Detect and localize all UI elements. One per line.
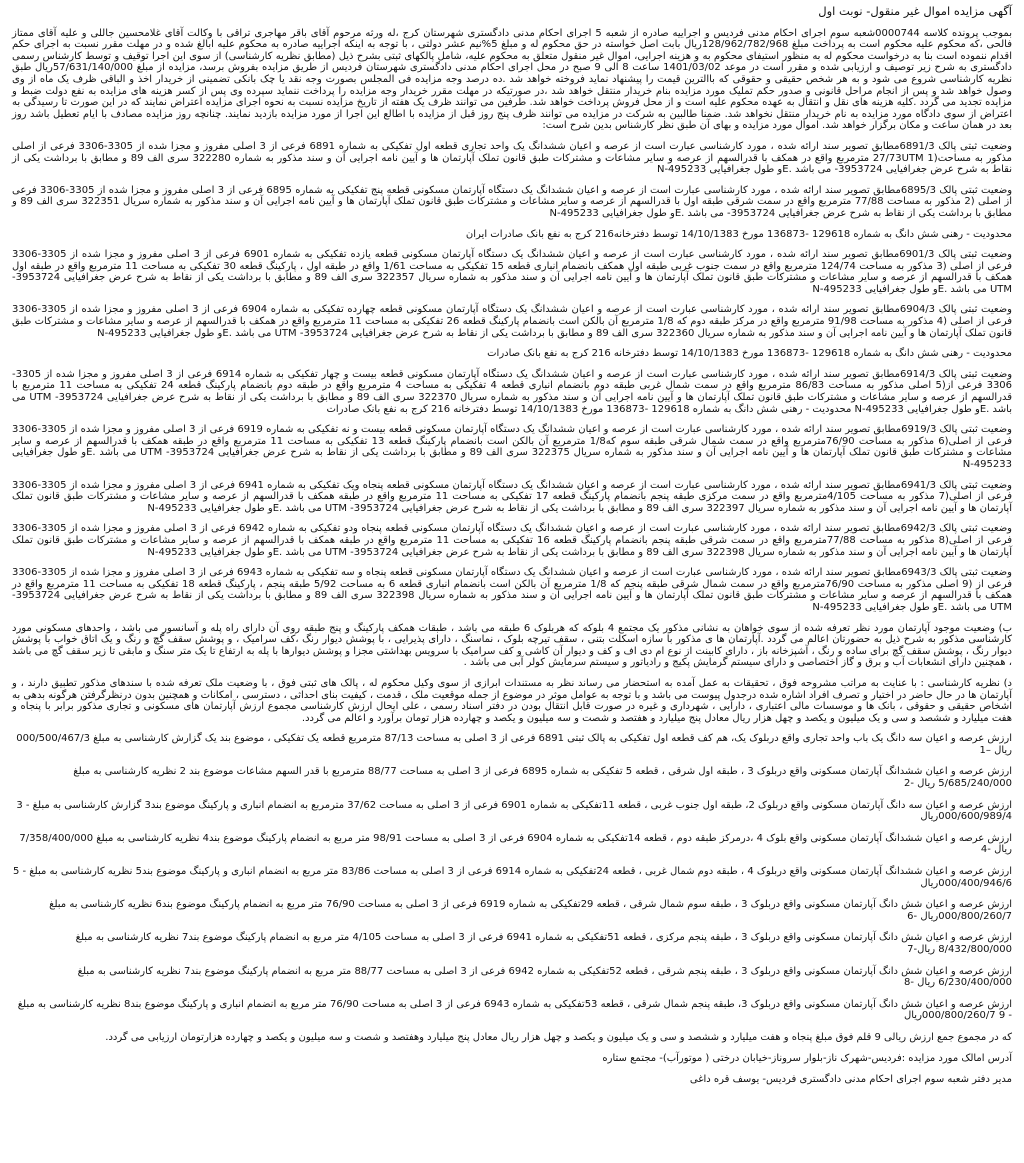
property-address: آدرس امالک مورد مزایده :فردیس-شهرک ناز-بلوار سروناز-خیابان درختی ( موتورآب)- مجتمع ستاره (602, 1052, 1012, 1064)
restriction-note: محدودیت - رهنی شش دانگ به شماره 129618 -136873 مورخ 14/10/1383 توسط دفترخانه216 کرج به نفع بانک صادرات ایران (465, 228, 1012, 240)
valuation-line: ارزش عرصه و اعیان ششدانگ آپارتمان مسکونی واقع دربلوک 3 ، طبقه اول شرقی ، قطعه 5 تفکیکی به شماره 6895 فرعی از 3 اصلی به مساحت 88/77 مترمربع با قدر السهم مشاعات موضوع بند 2 نظریه کارشناسی به مبلغ 5/685/240/000 ریال -2 (73, 766, 1012, 790)
valuation-line: ارزش عرصه و اعیان سه دانگ یک باب واحد تجاری واقع دربلوک یک، هم کف قطعه اول تفکیکی به پالک ثبتی 6891 فرعی از 3 اصلی به مساحت 87/13 مترمربع قطعه یک تفکیکی ، موضوع بند یک گزارش کارشناسی به مبلغ 000/500/467/3 ریال –1 (16, 733, 1012, 756)
valuation-line: ارزش عرصه و اعیان شش دانگ آپارتمان مسکونی واقع دربلوک 3، طبقه پنجم شمال شرقی ، قطعه 53تفکیکی به شماره 6943 فرعی از 3 اصلی به مساحت 76/90 متر مربع به انضمام انباری و پارکینگ موضوع بند8 نظریه کارشناسی به مبلغ - 9 000/800/260/7ریال (17, 998, 1012, 1022)
current-condition-note: ب) وضعیت موجود آپارتمان مورد نظر تعرفه شده از سوی خواهان به نشانی مذکور یک مجتمع 4 بلوکه که هربلوک 6 طبقه می باشد ، طبقات همکف پارکینگ و پنج طبقه روی آن دارای راه پله و آسانسور می باشد ، واحدهای مسکونی مورد کارشناسی مذکور به شرح ذیل به حضورتان اعالم می گردد .آپارتمان ها ی مذکور با سازه اسکلت بتنی ، سقف تیرچه بلوک ، نماسنگ ، دارای پذیرایی ، با پوشش دیوار رنگ ،کف سرامیک ، و پوشش سقف گچ و رنگ و یک اتاق خواب با پوشش دیوار رنگ ، پوشش سقف گچ برای ساده و رنگ ، آشپزخانه باز ، دارای کابینت از نوع ام دی اف و کف و دیوار آن کاشی و کف سرامیک با سرویس بهداشتی مجزا و پوشش دیوارها با پله به ارتفاع تا یک متر سنگ و مابقی تا زیر سقف گچ می باشد ، همچنین دارای انشعابات آب و برق و گاز اختصاصی و دارای سیستم گرمایش پکیج و رادیاتور و سیستم سرمایش کولر آبی می باشد . (12, 622, 1012, 669)
property-item: وضعیت ثبتی پالک 6891/3مطابق تصویر سند ارائه شده ، مورد کارشناسی عبارت است از عرصه و اعیان ششدانگ یک واحد تجاری قطعه اول تفکیکی به شماره 6891 فرعی از 3 اصلی مفروز و مجزا شده از 3305-3306 فرعی از اصلی مذکور به مساحت(1 27/73UTM مترمربع واقع در همکف با قدرالسهم از عرصه و سایر مشاعات و مشترکات طبق قانون تملک آپارتمان ها و آیین نامه اجرایی آن و سند مذکور به شماره 322280 سری الف 89 و مطابق با برداشت یکی از نقاط به شرح عرض جغرافیایی 3953724- می باشد .Eو طول جغرافیایی 495233-N (12, 140, 1012, 176)
valuation-line: ارزش عرصه و اعیان شش دانگ آپارتمان مسکونی واقع دربلوک 3 ، طبقه سوم شمال شرقی ، قطعه 29تفکیکی به شماره 6919 فرعی از 3 اصلی به مساحت 76/90 متر مربع به انضمام پارکینگ موضوع بند6 نظریه کارشناسی به مبلغ 000/800/260/7ریال -6 (49, 899, 1012, 922)
expert-opinion-note: د) نظریه کارشناسی : با عنایت به مراتب مشروحه فوق ، تحقیقات به عمل آمده به استحضار می رساند نظر به مستندات ابرازی از سوی وکیل محکوم له ، پالک های ثبتی فوق ، با وضعیت ملک تعرفه شده با سندهای مذکور تطبیق دارند ، و آپارتمان ها در حال حاضر در اختیار و تصرف افراد اشاره شده درجدول پیوست می باشد و با توجه به عوامل موثر در موضوع از جمله موقعیت ملک ، قدمت ، کیفیت بنای احداثی ، دسترسی ، امکانات و همچنین بدون درنظرگرفتن هرگونه بدهی به اشخاص حقیقی و حقوقی ، بانک ها و موسسات مالی اعتباری ، دارایی ، شهرداری و غیره در صورت قابل انتقال بودن در دفتر اسناد رسمی ، علی ایحال ارزش کارشناسی مجموع ارزش آپارتمان های مسکونی و تجاری مذکور برابر با پنجاه و هفت میلیارد و ششصد و سی و یک میلیون و یکصد و چهل هزار ریال معادل پنج میلیارد و هفتصد و شصت و سه میلیون و یکصد و چهارده هزار تومان برآورد و اعالم می گردد. (12, 677, 1012, 724)
total-valuation: که در مجموع جمع ارزش ریالی 9 قلم فوق مبلغ پنجاه و هفت میلیارد و ششصد و سی و یک میلیون و یکصد و چهل هزار ریال معادل پنج میلیارد وهفتصد و شصت و سه میلیون و یکصد و چهارده هزارتومان ارزیابی می گردد. (105, 1031, 1012, 1043)
property-item: وضعیت ثبتی پالک 6895/3مطابق تصویر سند ارائه شده ، مورد کارشناسی عبارت است از عرصه و اعیان ششدانگ یک دستگاه آپارتمان مسکونی قطعه پنج تفکیکی به شماره 6895 فرعی از 3 اصلی مفروز و مجزا شده از 3305-3306 فرعی از اصلی (2 مذکور به مساحت 77/88 مترمربع واقع در سمت شرقی طبقه اول با قدرالسهم از عرصه و سایر مشاعات و مشترکات طبق قانون تملک آپارتمان ها و آیین نامه اجرایی آن و سند مذکور به شماره سریال 322351 سری الف 89 و مطابق با برداشت یکی از نقاط به شرح عرض جغرافیایی 3953724- می باشد .Eو طول جغرافیایی 495233-N (12, 184, 1013, 219)
notice-title: آگهی مزایده اموال غیر منقول- نوبت اول (818, 4, 1012, 18)
auction-notice (12, 6, 1012, 1156)
property-item: وضعیت ثبتی پالک 6941/3مطابق تصویر سند ارائه شده ، مورد کارشناسی عبارت است از عرصه و اعیان ششدانگ یک دستگاه آپارتمان مسکونی قطعه پنجاه ویک تفکیکی به شماره 6941 فرعی از 3 اصلی مفروز و مجزا شده از 3305-3306 فرعی از اصلی(7 مذکور به مساحت 4/105مترمربع واقع در سمت مرکزی طبقه پنجم بانضمام پارکینگ قطعه 17 تفکیکی به مساحت 11 مترمربع واقع در طبقه همکف با قدرالسهم از عرصه و سایر مشاعات و مشترکات طبق قانون تملک آپارتمان ها و آیین نامه اجرایی آن و سند مذکور به شماره سریال 322397 سری الف 89 و مطابق با برداشت یکی از نقاط به شرح عرض جغرافیایی 3953724- UTM می باشد .Eو طول جغرافیایی 495233-N (12, 479, 1013, 514)
signature-line: مدیر دفتر شعبه سوم اجرای احکام مدنی دادگستری فردیس- یوسف قره داغی (689, 1074, 1012, 1086)
property-item: وضعیت ثبتی پالک 6943/3مطابق تصویر سند ارائه شده ، مورد کارشناسی عبارت است از عرصه و اعیان ششدانگ یک دستگاه آپارتمان مسکونی قطعه پنجاه و سه تفکیکی به شماره 6943 فرعی از 3 اصلی مفروز و مجزا شده از 3305-3306 فرعی از (9 اصلی مذکور به مساحت 76/90مترمربع واقع در سمت شمال شرقی طبقه پنجم که 1/8 مترمربع آن بالکن است بانضمام انباری قطعه 6 به مساحت 5/92 طبقه پنجم ، پارکینگ قطعه 18 تفکیکی به مساحت 11 مترمربع واقع در همکف با قدرالسهم از عرصه و سایر مشاعات و مشترکات طبق قانون تملک آپارتمان ها و آیین نامه اجرایی آن و سند مذکور به شماره سریال 322398 سری الف 89 و مطابق با برداشت یکی از نقاط به شرح عرض جغرافیایی 3953724- UTM می باشد .Eو طول جغرافیایی 495233-N (12, 567, 1013, 613)
property-item: وضعیت ثبتی پالک 6919/3مطابق تصویر سند ارائه شده ، مورد کارشناسی عبارت است از عرصه و اعیان ششدانگ یک دستگاه آپارتمان مسکونی قطعه بیست و نه تفکیکی به شماره 6919 فرعی از 3 اصلی مفروز و مجزا شده از 3305-3306 فرعی از اصلی(6 مذکور به مساحت 76/90مترمربع واقع در سمت شمال شرقی طبقه سوم که1/8 مترمربع آن بالکن است بانضمام پارکینگ قطعه 13 تفکیکی به مساحت 11 مترمربع واقع در طبقه همکف با قدرالسهم از عرصه و سایر مشاعات و مشترکات طبق قانون تملک آپارتمان ها و آیین نامه اجرایی آن و سند مذکور به شماره سریال 322375 سری الف 89 و مطابق با برداشت یکی از نقاط به شرح عرض جغرافیایی 3953724- UTM می باشد .Eو طول جغرافیایی 495233-N (12, 424, 1013, 470)
valuation-line: ارزش عرصه و اعیان شش دانگ آپارتمان مسکونی واقع دربلوک 3 ، طبقه پنجم شرقی ، قطعه 52تفکیکی به شماره 6942 فرعی از 3 اصلی به مساحت 88/77 متر مربع به انضمام پارکینگ موضوع بند7 نظریه کارشناسی به مبلغ 6/230/400/000 ریال -8 (77, 965, 1012, 989)
property-item: وضعیت ثبتی پالک 6914/3مطابق تصویر سند ارائه شده ، مورد کارشناسی عبارت است از عرصه و اعیان ششدانگ یک دستگاه آپارتمان مسکونی قطعه بیست و چهار تفکیکی به شماره 6914 فرعی از 3 اصلی مفروز و مجزا شده از 3305-3306 فرعی از(5 اصلی مذکور به مساحت 86/83 مترمربع واقع در سمت شمال غربی طبقه دوم بانضمام انباری قطعه 4 تفکیکی به مساحت 4 مترمربع واقع در طبقه دوم بانضمام پارکینگ قطعه 24 تفکیکی به مساحت 11 مترمربع با قدرالسهم از عرصه و سایر مشاعات و مشترکات طبق قانون تملک آپارتمان ها و آیین نامه اجرایی آن و سند مذکور به شماره سریال 322370 سری الف 89 و مطابق با برداشت یکی از نقاط به شرح عرض جغرافیایی 3953724- UTM می باشد .Eو طول جغرافیایی 495233-N محدودیت - رهنی شش دانگ به شماره 129618 -136873 مورخ 14/10/1383 توسط دفترخانه 216 کرج به نفع بانک صادرات (12, 368, 1013, 415)
property-item: وضعیت ثبتی پالک 6901/3مطابق تصویر سند ارائه شده ، مورد کارشناسی عبارت است از عرصه و اعیان ششدانگ یک دستگاه آپارتمان مسکونی قطعه یازده تفکیکی به شماره 6901 فرعی از 3 اصلی مفروز و مجزا شده از 3305-3306 فرعی از اصلی (3 مذکور به مساحت 124/74 مترمربع واقع در سمت جنوب غربی طبقه اول همکف بانضمام انباری قطعه 15 تفکیکی به مساحت 1/61 واقع در طبقه اول ، پارکینگ قطعه 30 تفکیکی به مساحت 11 مترمربع واقع در طبقه اول همکف با قدرالسهم از عرصه و سایر مشاعات و مشترکات طبق قانون تملک آپارتمان ها و آیین نامه اجرایی آن و سند مذکور به شماره سریال 322357 سری الف 89 و مطابق با برداشت یکی از نقاط به شرح عرض جغرافیایی 3953724- UTM می باشد .Eو طول جغرافیایی 495233-N (12, 249, 1013, 295)
intro-paragraph: بموجب پرونده کلاسه 0000744شعبه سوم اجرای احکام مدنی فردیس و اجراییه صادره از شعبه 5 اجرای احکام مدنی دادگستری شهرستان کرج ،له ورثه مرحوم آقای باقر مهاجری تراقی با وکالت آقای غلامحسین جاللی و علیه آقای ممتاز فالحی ،که محکوم علیه محکوم است به پرداخت مبلغ 128/962/782/968ریال بابت اصل خواسته در حق محکوم له و مبلغ 5%نیم عشر دولتی ، با توجه به اینکه اجراییه صادره به محکوم علیه ابالغ شده و در مهلت مقرر نسبت به اجرای حکم اقدام ننموده است بنا به درخواست محکوم له به منظور استیفای محکوم به و هزینه اجرایی، اموال غیر منقول متعلق به محکوم علیه، شامل پالکهای ثبتی بشرح ذیل (مطابق نظریه کارشناسی) از سوی این اجرا توقیف و توسط کارشناس رسمی دادگستری به شرح زیر توصیف و ارزیابی شده و مقرر است در موعد 1401/03/02 ساعت 8 الی 9 صبح در محل اجرای احکام مدنی دادگستری شهرستان فردیس از طریق مزایده بفروش برسد، مزایده از مبلغ 57/631/140/000ریال طبق نظریه کارشناسی شروع می شود و به هر شخص حقیقی و حقوقی که باالترین قیمت را پیشنهاد نماید فروخته خواهد شد .ده درصد وجه مزایده فی المجلس بصورت وجه نقد یا چک بانکی تضمینی از خریدار اخذ و الباقی ظرف یک ماه از وی وصول خواهد شد و پس از انجام مراحل قانونی و صدور حکم تملیک مورد مزایده بنام خریدار منتقل خواهد شد ،در صورتیکه در مهلت مقرر خریدار وجه مزایده را پرداخت ننماید سپرده وی پس از کسر هزینه های مزایده به نفع دولت ضبط و مزایده تجدید می گردد .کلیه هزینه های نقل و انتقال به عهده محکوم علیه است و از محل فروش پرداخت خواهد شد. طرفین می توانند ظرف یک هفته از تاریخ مزایده نسبت به نحوه اجرای مزایده اعتراض نمایند که در این صورت تا رسیدگی به اعتراض از سوی دادگاه مورد مزایده به نام خریدار منتقل نخواهد شد. ضمنا طالبین به شرکت در مزایده می توانند ظرف پنج روز قبل از مزایده با اطالع این اجرا از مورد مزایده بازدید نمایند. چنانچه روز مزایده مصادف با ایام تعطیل باشد روز بعد در همان ساعت و مکان برگزار خواهد شد. اموال مورد مزایده و بهای آن طبق نظر کارشناس بدین شرح است: (12, 27, 1013, 132)
valuation-line: ارزش عرصه و اعیان ششدانگ آپارتمان مسکونی واقع دربلوک 4 ، طبقه دوم شمال غربی ، قطعه 24تفکیکی به شماره 6914 فرعی از 3 اصلی به مساحت 83/86 متر مربع به انضمام انباری و پارکینگ موضوع بند5 نظریه کارشناسی به مبلغ - 5 000/400/946/6ریال (12, 866, 1012, 889)
valuation-line: ارزش عرصه و اعیان ششدانگ آپارتمان مسکونی واقع بلوک 4 ،درمرکز طبقه دوم ، قطعه 14تفکیکی به شماره 6904 فرعی از 3 اصلی به مساحت 98/91 متر مربع به انضمام پارکینگ موضوع بند4 نظریه کارشناسی به مبلغ 7/358/400/000 ریال -4 (19, 832, 1012, 856)
restriction-note: محدودیت - رهنی شش دانگ به شماره 129618 -136873 مورخ 14/10/1383 توسط دفترخانه 216 کرج به نفع بانک صادرات (487, 348, 1012, 360)
valuation-line: ارزش عرصه و اعیان سه دانگ آپارتمان مسکونی واقع دربلوک 2، طبقه اول جنوب غربی ، قطعه 11تفکیکی به شماره 6901 فرعی از 3 اصلی به مساحت 37/62 مترمربع به انضمام انباری و پارکینگ موضوع بند3 گزارش کارشناسی به مبلغ - 3 000/600/989/4ریال (16, 799, 1012, 823)
property-item: وضعیت ثبتی پالک 6904/3مطابق تصویر سند ارائه شده ، مورد کارشناسی عبارت است از عرصه و اعیان ششدانگ یک دستگاه آپارتمان مسکونی قطعه چهارده تفکیکی به شماره 6904 فرعی از 3 اصلی مفروز و مجزا شده از 3305-3306 فرعی از اصلی (4 مذکور به مساحت 91/98 مترمربع واقع در مرکز طبقه دوم که 1/8 مترمربع آن بالکن است بانضمام پارکینگ قطعه 26 تفکیکی به مساحت 11 مترمربع واقع در همکف با قدرالسهم از عرصه و سایر مشاعات و مشترکات طبق قانون تملک آپارتمان ها و آیین نامه اجرایی آن و سند مذکور به شماره سریال 322360 سری الف 89 و مطابق با برداشت یکی از نقاط به شرح عرض جغرافیایی 3953724- UTM می باشد .Eو طول جغرافیایی 495233-N (12, 304, 1012, 339)
property-item: وضعیت ثبتی پالک 6942/3مطابق تصویر سند ارائه شده ، مورد کارشناسی عبارت است از عرصه و اعیان ششدانگ یک دستگاه آپارتمان مسکونی قطعه پنجاه ودو تفکیکی به شماره 6942 فرعی از 3 اصلی مفروز و مجزا شده از 3305-3306 فرعی از اصلی(8 مذکور به مساحت 77/88مترمربع واقع در سمت شرقی طبقه پنجم بانضمام پارکینگ قطعه 16 تفکیکی به مساحت 11 مترمربع واقع در طبقه همکف با قدرالسهم از عرصه و سایر مشاعات و مشترکات طبق قانون تملک آپارتمان ها و آیین نامه اجرایی آن و سند مذکور به شماره سریال 322398 سری الف 89 و مطابق با برداشت یکی از نقاط به شرح عرض جغرافیایی 3953724- UTM می باشد .Eو طول جغرافیایی 495233-N (12, 523, 1013, 558)
valuation-line: ارزش عرصه و اعیان شش دانگ آپارتمان مسکونی واقع دربلوک 3 ، طبقه پنجم مرکزی ، قطعه 51تفکیکی به شماره 6941 فرعی از 3 اصلی به مساحت 4/105 متر مربع به انضمام پارکینگ موضوع بند7 نظریه کارشناسی به مبلغ 8/432/800/000 ریال-7 (75, 932, 1012, 955)
